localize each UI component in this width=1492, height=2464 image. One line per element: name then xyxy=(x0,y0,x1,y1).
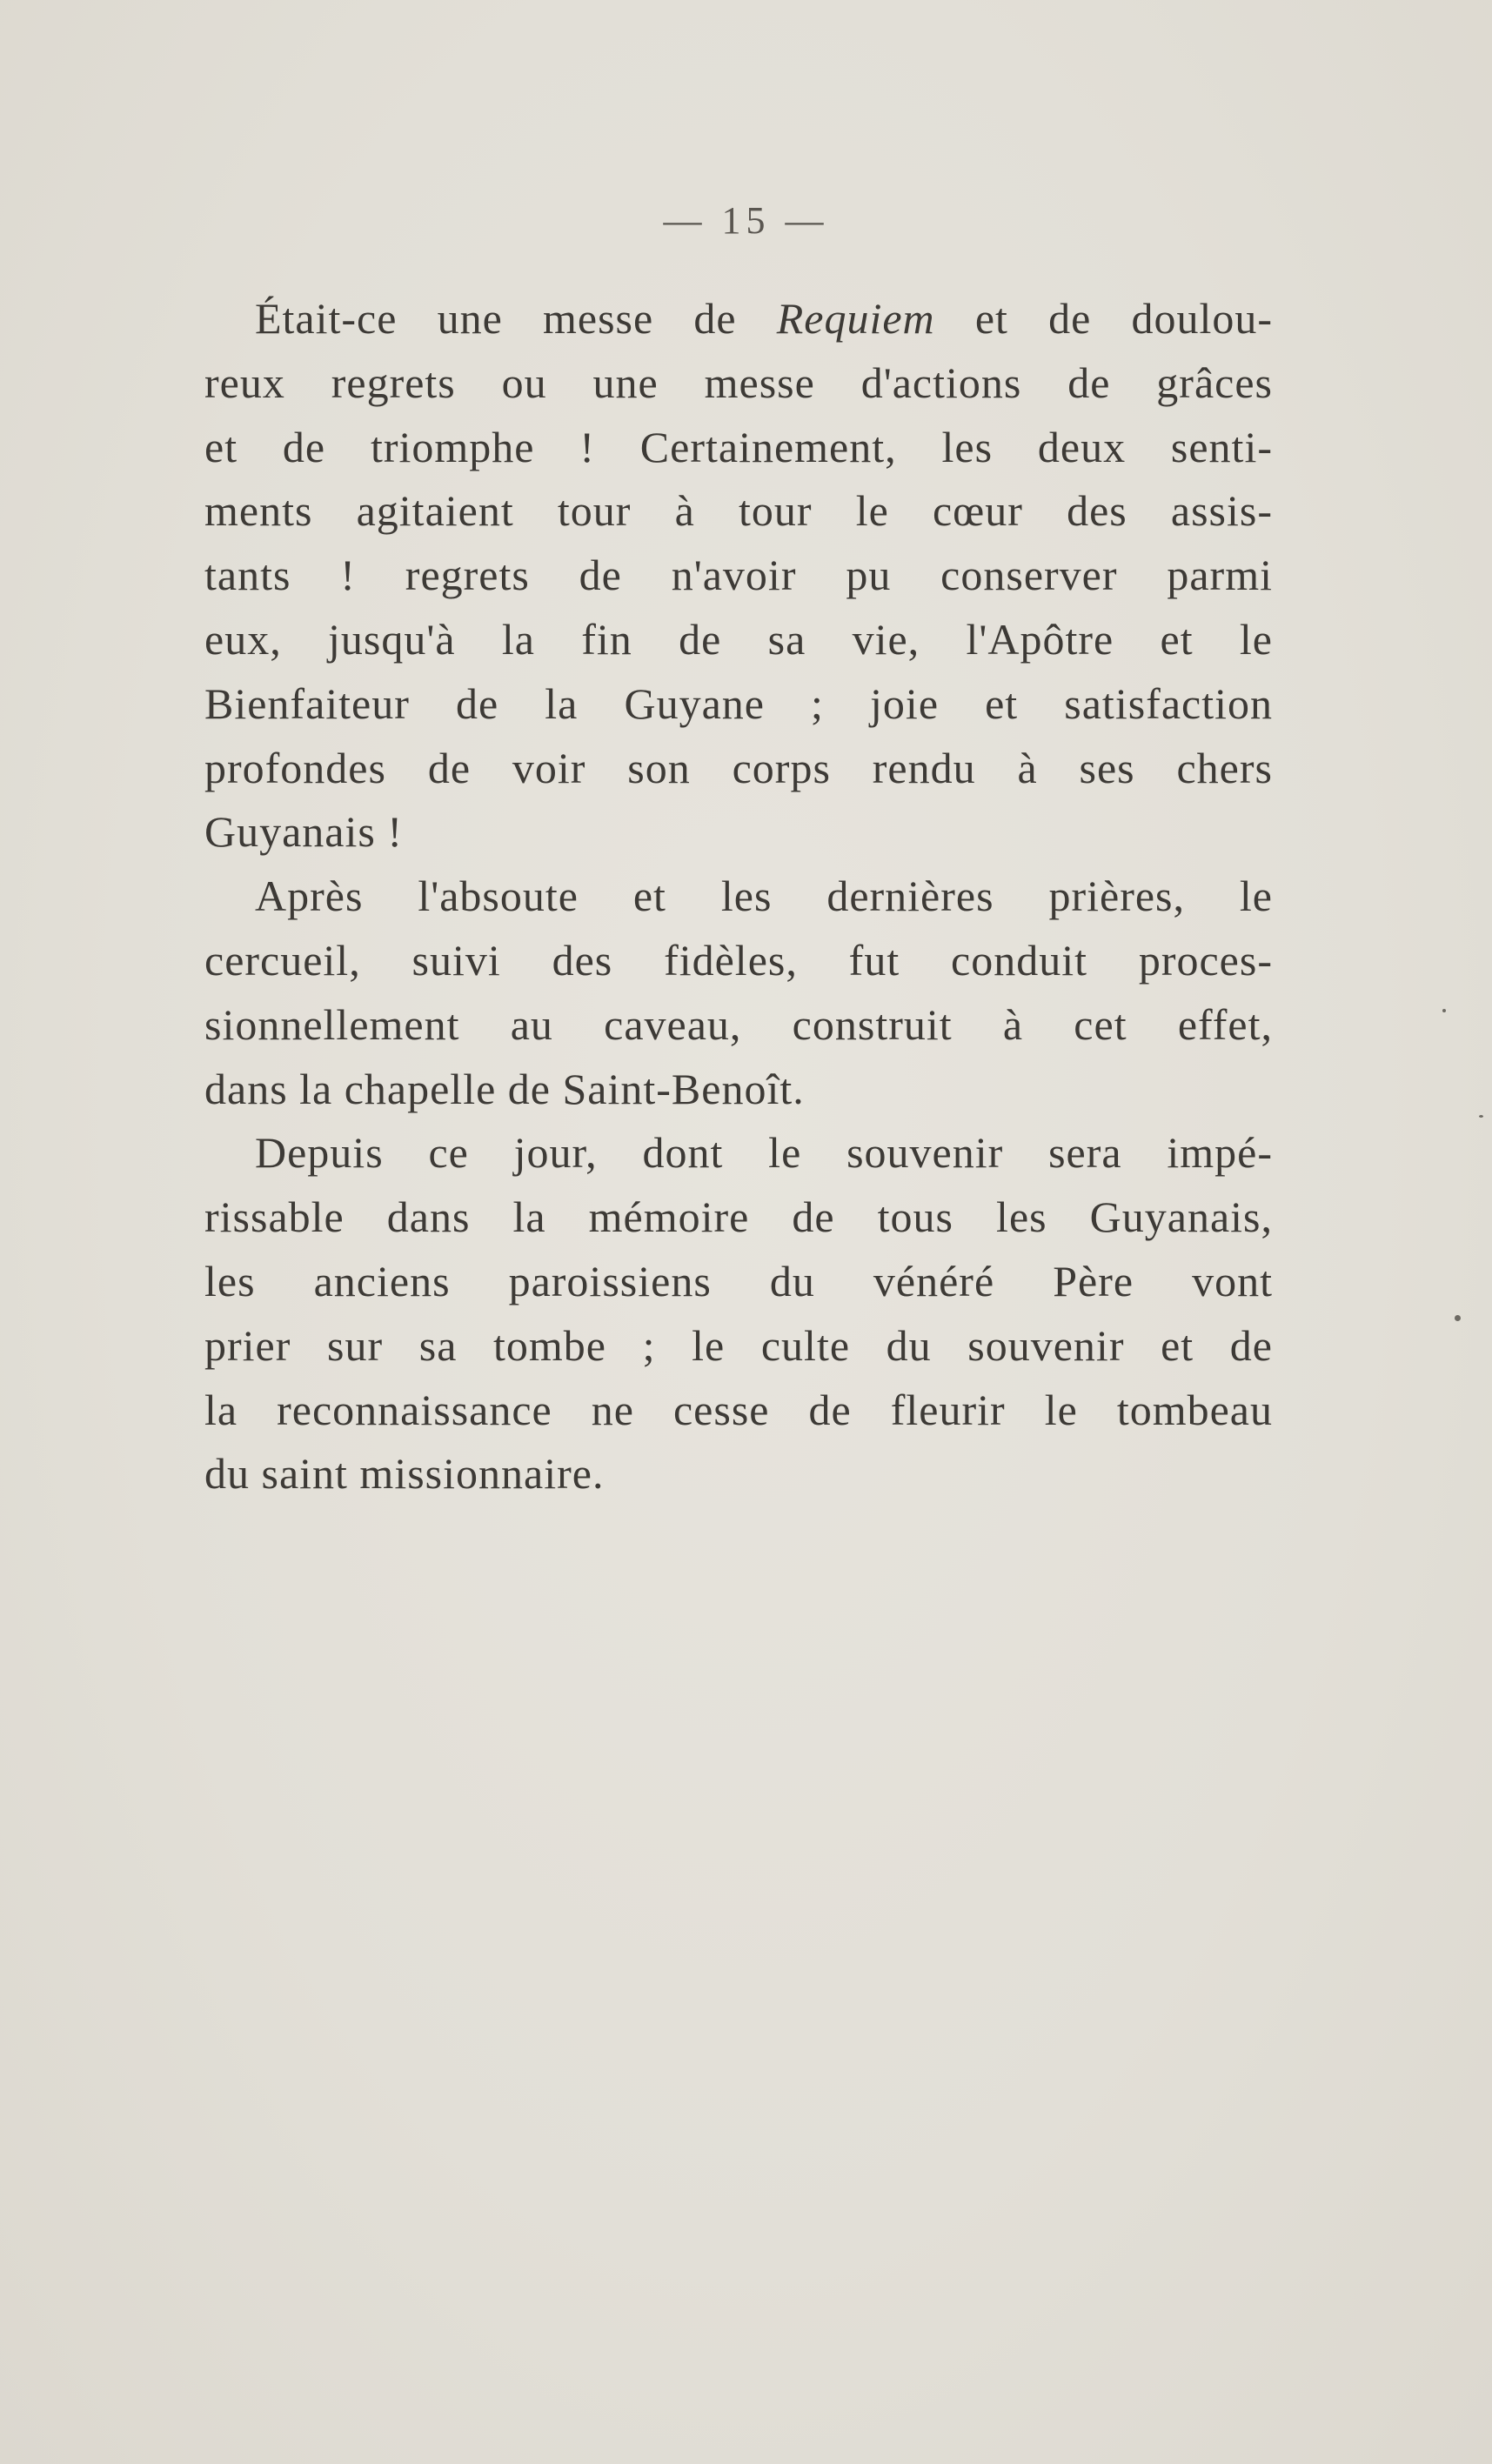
paper-speck xyxy=(1455,1315,1461,1321)
text-line: les anciens paroissiens du vénéré Père vont xyxy=(204,1256,1273,1305)
paper-speck xyxy=(1479,1115,1483,1118)
text-line: Après l'absoute et les dernières prières, le xyxy=(255,871,1273,921)
text-line: Guyanais ! xyxy=(204,807,403,857)
text-line: reux regrets ou une messe d'actions de grâces xyxy=(204,357,1273,407)
text-line: profondes de voir son corps rendu à ses chers xyxy=(204,743,1273,792)
body-text xyxy=(204,287,1273,1506)
text-line: rissable dans la mémoire de tous les Guyanais, xyxy=(204,1192,1273,1242)
paper-speck xyxy=(1442,1009,1446,1012)
text-line: et de triomphe ! Certainement, les deux senti- xyxy=(204,422,1273,471)
text-line xyxy=(204,287,1273,351)
page-number: — 15 — xyxy=(663,199,829,242)
text-line: ments agitaient tour à tour le cœur des assis- xyxy=(204,486,1273,536)
text-line: dans la chapelle de Saint-Benoît. xyxy=(204,1064,805,1113)
text-line: sionnellement au caveau, construit à cet effet, xyxy=(204,999,1273,1049)
text-line: prier sur sa tombe ; le culte du souvenir et de xyxy=(204,1320,1273,1370)
text-line: cercueil, suivi des fidèles, fut conduit proces- xyxy=(204,935,1273,985)
text-line: Depuis ce jour, dont le souvenir sera impé- xyxy=(255,1128,1273,1178)
text-line: tants ! regrets de n'avoir pu conserver parmi xyxy=(204,551,1273,600)
line-text-before-italic: Était-ce une messe de xyxy=(255,294,777,343)
text-line: Bienfaiteur de la Guyane ; joie et satisfaction xyxy=(204,678,1273,728)
text-line: la reconnaissance ne cesse de fleurir le tombeau xyxy=(204,1385,1273,1434)
line-text-after-italic: et de doulou- xyxy=(934,294,1273,343)
text-line: du saint missionnaire. xyxy=(204,1449,605,1499)
italic-term: Requiem xyxy=(776,294,935,343)
text-line: eux, jusqu'à la fin de sa vie, l'Apôtre et le xyxy=(204,614,1273,664)
